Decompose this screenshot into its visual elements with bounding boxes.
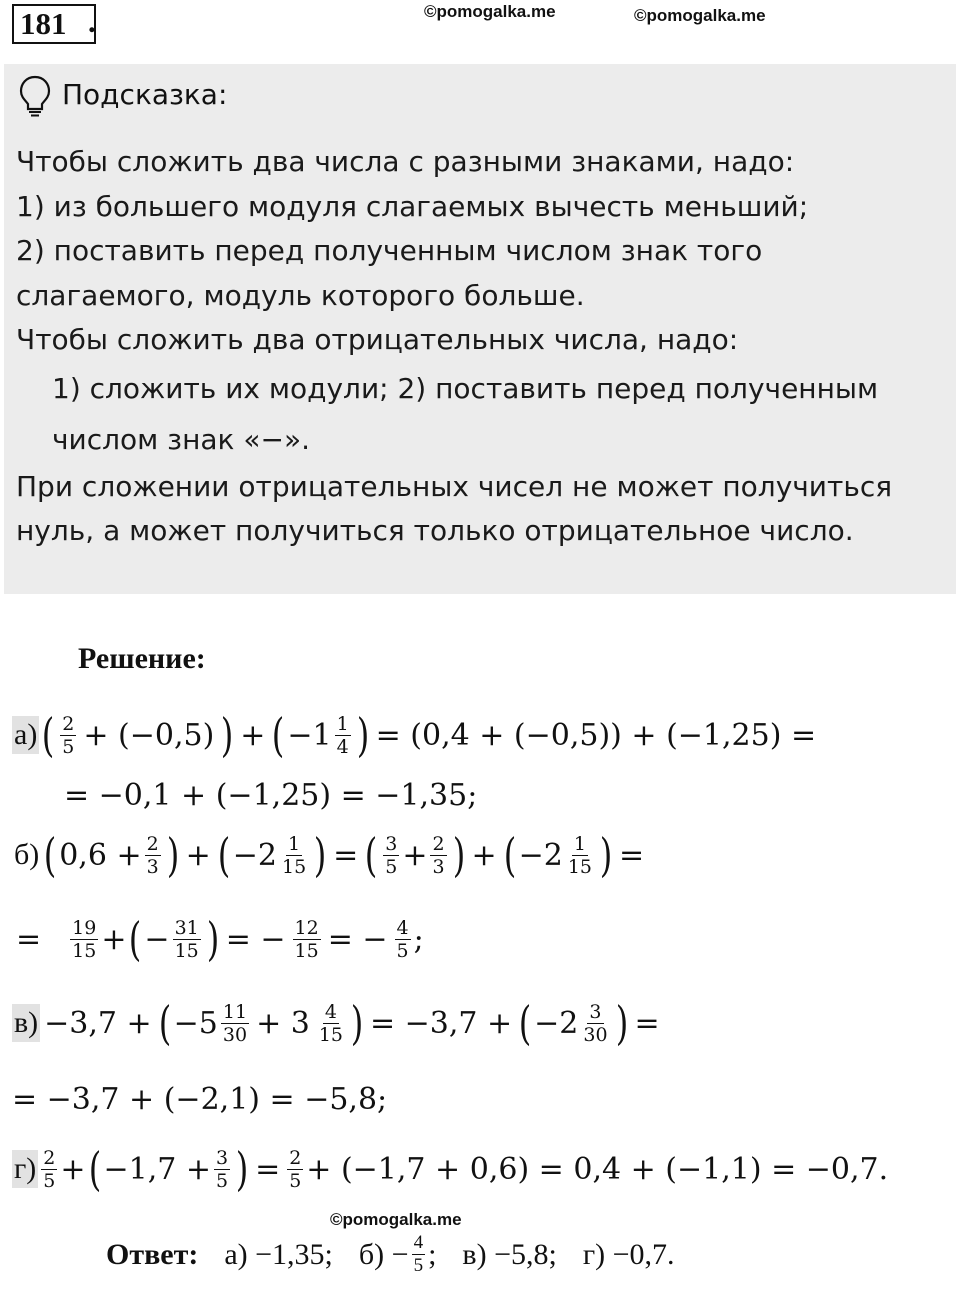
fraction: $\frac{12}{15}$: [294, 916, 319, 962]
part-label: в): [12, 1004, 40, 1042]
answer-c: в) −5,8;: [462, 1237, 557, 1271]
expr-text: = (0,4 + (−0,5)) + (−1,25) =: [375, 717, 817, 753]
solution-b-line1: [12, 828, 648, 882]
expr-text: = −3,7 +: [369, 1005, 513, 1041]
watermark: ©pomogalka.me: [330, 1210, 462, 1229]
expr-text: =: [634, 1005, 660, 1041]
big-paren: (: [158, 996, 171, 1050]
hint-text: [16, 140, 936, 554]
expr-text: +: [101, 921, 127, 957]
fraction: $\frac{1}{15}$: [281, 832, 307, 878]
fraction: $\frac{2}{5}$: [43, 1146, 56, 1192]
expr-text: = −: [327, 921, 388, 957]
hint-line: 2) поставить перед полученным числом знак того: [16, 234, 763, 267]
fraction: $\frac{4}{5}$: [396, 916, 409, 962]
expr-text: +: [402, 837, 428, 873]
hint-line: нуль, а может получиться только отрицательное число.: [16, 514, 854, 547]
solution-b-line2: [12, 912, 424, 966]
big-paren: (: [42, 708, 55, 762]
expr-text: −2: [518, 837, 563, 873]
fraction: $\frac{2}{5}$: [289, 1146, 302, 1192]
fraction: $\frac{3}{30}$: [583, 1000, 608, 1046]
fraction: $\frac{3}{5}$: [385, 832, 398, 878]
problem-number: 181: [12, 4, 96, 44]
answer-d: г) −0,7.: [582, 1237, 675, 1271]
expr-text: ;: [413, 921, 424, 957]
big-paren: ): [350, 996, 364, 1050]
expr-text: =: [333, 837, 359, 873]
expr-text: + 3: [256, 1005, 310, 1041]
fraction: $\frac{4}{5}$: [413, 1232, 424, 1276]
expr-text: 0,6 +: [59, 837, 142, 873]
expr-text: +: [60, 1151, 86, 1187]
expr-text: −5: [173, 1005, 218, 1041]
big-paren: (: [43, 828, 57, 882]
big-paren: (: [88, 1142, 101, 1196]
answer-label: Ответ:: [106, 1237, 199, 1271]
hint-line: Чтобы сложить два числа с разными знаками, надо:: [16, 145, 795, 178]
problem-number-dot: .: [88, 4, 96, 39]
hint-title: Подсказка:: [62, 78, 228, 111]
fraction: $\frac{11}{30}$: [222, 1000, 248, 1046]
big-paren: ): [313, 828, 327, 882]
expr-text: +: [185, 837, 211, 873]
solution-d-line1: [12, 1142, 889, 1196]
answer-line: [106, 1232, 675, 1277]
expr-text: = −: [225, 921, 286, 957]
hint-line: При сложении отрицательных чисел не может получиться: [16, 469, 893, 503]
answer-b: б) −: [358, 1237, 409, 1271]
big-paren: (: [217, 828, 231, 882]
big-paren: ): [220, 708, 234, 762]
solution-c-line2: [12, 1082, 387, 1117]
answer-b-end: ;: [428, 1237, 437, 1271]
expr-text: =: [16, 921, 42, 957]
expr-text: = −3,7 + (−2,1) = −5,8;: [12, 1082, 388, 1117]
big-paren: ): [356, 708, 369, 762]
fraction: $\frac{3}{5}$: [216, 1146, 229, 1192]
big-paren: ): [452, 828, 465, 882]
expr-text: =: [618, 837, 645, 873]
hint-line: слагаемого, модуль которого больше.: [16, 278, 585, 312]
hint-line: 1) сложить их модули; 2) поставить перед полученным: [52, 371, 879, 405]
expr-text: +: [471, 837, 497, 873]
expr-text: +: [240, 717, 266, 753]
solution-c-line1: [12, 996, 664, 1050]
fraction: $\frac{19}{15}$: [72, 916, 97, 962]
big-paren: ): [166, 828, 179, 882]
fraction: $\frac{2}{5}$: [62, 712, 75, 758]
big-paren: (: [364, 828, 378, 882]
big-paren: ): [615, 996, 628, 1050]
watermark: ©pomogalka.me: [634, 6, 766, 25]
expr-text: =: [255, 1151, 281, 1187]
lightbulb-icon: [18, 74, 52, 118]
expr-text: + (−1,7 + 0,6) = 0,4 + (−1,1) = −0,7.: [306, 1151, 889, 1187]
big-paren: ): [235, 1142, 249, 1196]
big-paren: (: [272, 708, 285, 762]
big-paren: (: [129, 912, 142, 966]
answer-a: а) −1,35;: [224, 1237, 333, 1271]
watermark: ©pomogalka.me: [424, 2, 556, 21]
part-label: б): [14, 838, 40, 871]
fraction: $\frac{2}{3}$: [432, 832, 445, 878]
expr-text: −2: [534, 1005, 579, 1041]
hint-line: числом знак «−».: [52, 422, 310, 456]
expr-text: −: [144, 921, 170, 957]
expr-text: −1,7 +: [103, 1151, 212, 1187]
fraction: $\frac{1}{4}$: [336, 712, 349, 758]
solution-title: Решение:: [78, 642, 206, 675]
expr-text: + (−0,5): [83, 717, 215, 753]
part-label: а): [12, 716, 39, 754]
solution-a-line2: [64, 778, 477, 813]
solution-a-line1: [12, 708, 820, 762]
hint-box: [4, 64, 956, 594]
expr-text: −1: [287, 717, 332, 753]
fraction: $\frac{4}{15}$: [318, 1000, 344, 1046]
big-paren: ): [599, 828, 613, 882]
expr-text: −3,7 +: [44, 1005, 152, 1041]
hint-line: 1) из большего модуля слагаемых вычесть меньший;: [16, 189, 809, 223]
big-paren: ): [206, 912, 220, 966]
big-paren: (: [518, 996, 532, 1050]
part-label: г): [12, 1150, 38, 1188]
hint-line: Чтобы сложить два отрицательных числа, надо:: [16, 323, 739, 356]
fraction: $\frac{31}{15}$: [174, 916, 199, 962]
expr-text: −2: [232, 837, 277, 873]
expr-text: = −0,1 + (−1,25) = −1,35;: [64, 778, 478, 813]
fraction: $\frac{2}{3}$: [146, 832, 159, 878]
fraction: $\frac{1}{15}$: [567, 832, 593, 878]
big-paren: (: [503, 828, 516, 882]
